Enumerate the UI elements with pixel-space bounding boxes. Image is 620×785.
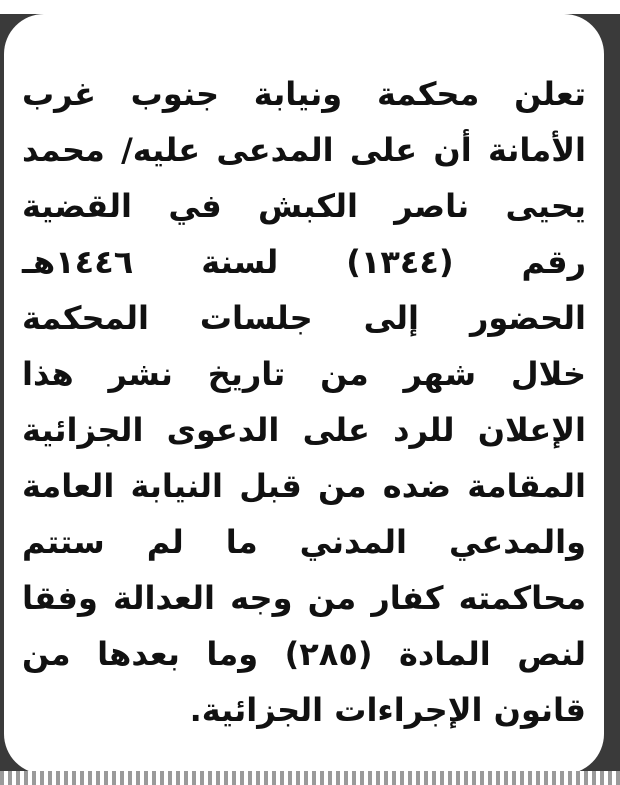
notice-line: قانون الإجراءات الجزائية. [189, 691, 586, 729]
notice-line: المقامة ضده من قبل النيابة العامة [22, 467, 586, 505]
notice-line: الأمانة أن على المدعى عليه/ محمد [22, 131, 586, 169]
notice-line: خلال شهر من تاريخ نشر هذا [22, 355, 586, 393]
notice-line: الإعلان للرد على الدعوى الجزائية [22, 411, 586, 449]
notice-line: رقم (١٣٤٤) لسنة ١٤٤٦هـ [22, 243, 586, 281]
notice-line: الحضور إلى جلسات المحكمة [22, 299, 586, 337]
notice-line: يحيى ناصر الكبش في القضية [22, 187, 586, 225]
bottom-dotted-border [0, 771, 620, 785]
notice-line: والمدعي المدني ما لم ستتم [22, 523, 586, 561]
notice-line: محاكمته كفار من وجه العدالة وفقا [22, 579, 586, 617]
top-border [0, 0, 620, 14]
notice-card [4, 14, 604, 774]
notice-line: لنص المادة (٢٨٥) وما بعدها من [22, 635, 587, 673]
court-notice-text [22, 66, 586, 738]
notice-line: تعلن محكمة ونيابة جنوب غرب [22, 75, 586, 113]
